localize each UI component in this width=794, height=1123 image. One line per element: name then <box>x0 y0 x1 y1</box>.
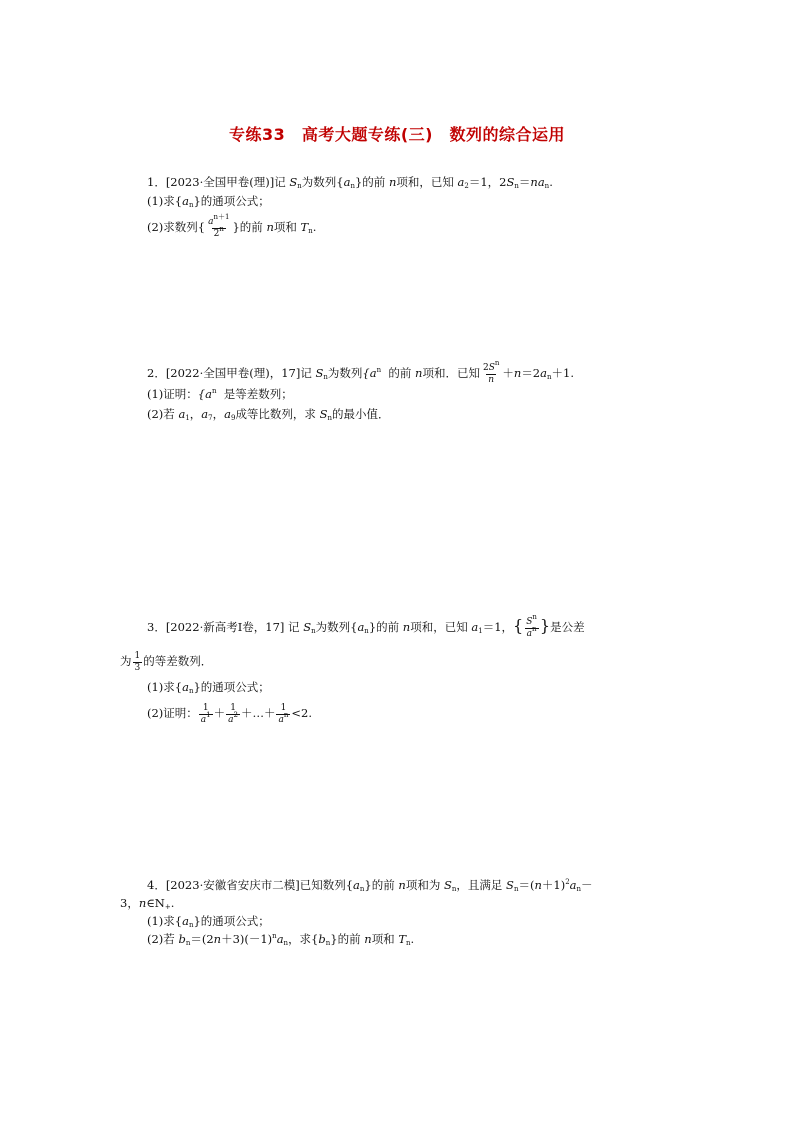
problem-3-q1: (1)求$\{a_n\}$的通项公式； <box>147 680 270 695</box>
problem-1-stem: 1．[2023·全国甲卷(理)]记 $S_n$为数列$\{a_n\}$的前 n项和，已知 $a_2=1$，$2S_n=na_n$. <box>147 175 553 190</box>
problem-2-q1: (1)证明：{$a^n$ 是等差数列； <box>147 387 293 401</box>
problem-3-stem: 3．[2022·新高考Ⅰ卷，17] 记 $S_n$为数列$\{a_n\}$的前 n项和，已知 $a_1=1$，{ $\frac{S^n}{a^n}$ }是公差 <box>147 612 585 639</box>
problem-3-stem-cont: 为 $\frac{1}{3}$ 的等差数列． <box>120 650 213 673</box>
problem-4-stem: 4．[2023·安徽省安庆市二模]已知数列$\{a_n\}$的前 n项和为 $S_n$，且满足 $S_n=(n+1)^2a_n-$ <box>147 878 593 893</box>
problem-4-q1: (1)求$\{a_n\}$的通项公式； <box>147 914 270 929</box>
problem-4-stem-cont: 3，$n\in N_+$. <box>120 896 175 911</box>
problem-1-q2: (2)求数列{ $\frac{a^{n+1}}{2^n}$ }的前 n项和 $T_n$. <box>147 212 317 239</box>
problem-3-q2: (2)证明： $\frac{1}{a^1}$ ＋ $\frac{1}{a^2}$ ＋…＋ $\frac{1}{a^n}$ <2. <box>147 702 312 725</box>
problem-4-q2: (2)若 $b_n=(2n+3)(-1)^na_n$，求$\{b_n\}$的前 n项和 $T_n$. <box>147 932 415 947</box>
fraction: $\frac{1}{3}$ <box>134 650 141 673</box>
fraction: $\frac{1}{a^2}$ <box>228 702 238 725</box>
page-title: 专练33 高考大题专练(三) 数列的综合运用 <box>229 125 565 144</box>
fraction: $\frac{1}{a^n}$ <box>278 702 289 725</box>
problem-1-q1: (1)求$\{a_n\}$的通项公式； <box>147 194 270 209</box>
problem-2-stem: 2．[2022·全国甲卷(理)，17]记 $S_n$为数列{$a^n$ 的前 n项和．已知 $\frac{2S^n}{n}$ $+n=2a_n+1$. <box>147 358 574 385</box>
fraction: $\frac{S^n}{a^n}$ <box>526 612 537 639</box>
fraction: $\frac{2S^n}{n}$ <box>482 358 500 385</box>
problem-2-q2: (2)若 $a_1$，$a_7$，$a_9$成等比数列，求 $S_n$的最小值． <box>147 407 390 422</box>
fraction: $\frac{1}{a^1}$ <box>200 702 211 725</box>
fraction: $\frac{a^{n+1}}{2^n}$ <box>208 212 230 239</box>
